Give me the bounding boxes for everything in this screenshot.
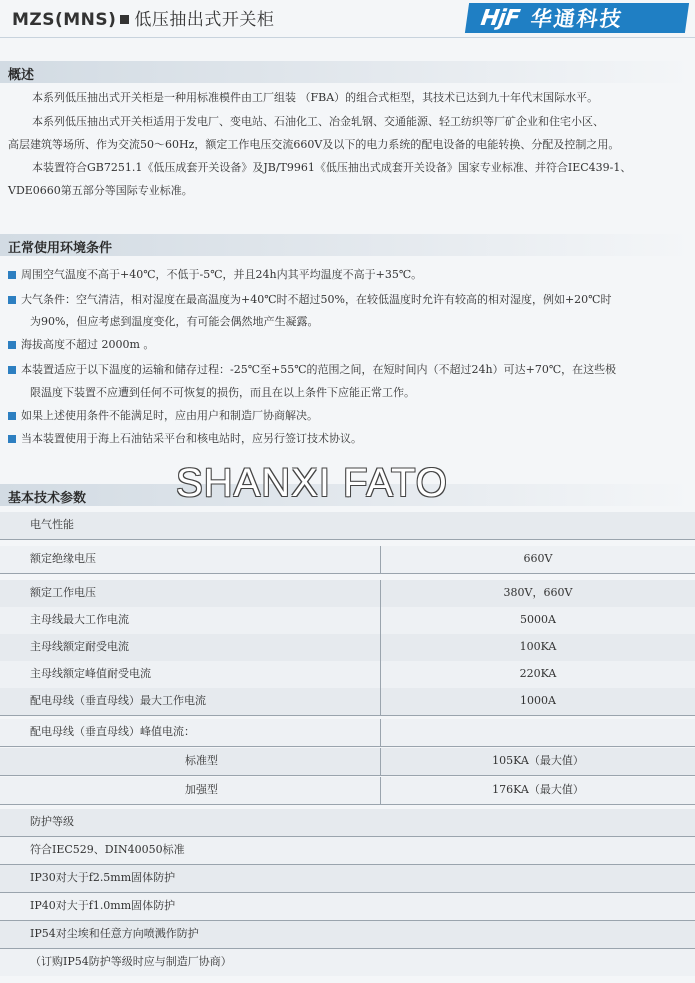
brand-logo <box>465 3 689 33</box>
table-row: 配电母线（垂直母线）峰值电流： <box>0 719 695 747</box>
bullet-icon <box>8 366 16 374</box>
table-row: 主母线额定峰值耐受电流 220KA <box>0 661 695 689</box>
title-model: MZS(MNS) <box>12 10 117 30</box>
bullet-icon <box>8 296 16 304</box>
watermark-text: SHANXI FATO <box>176 461 448 505</box>
table-section-title: 防护等级 <box>0 809 695 837</box>
table-row: 配电母线（垂直母线）最大工作电流 1000A <box>0 688 695 716</box>
title-square-icon <box>120 15 129 24</box>
specs-table <box>0 512 695 983</box>
environment-item: 当本装置使用于海上石油钻采平台和核电站时，应另行签订技术协议。 <box>8 428 362 450</box>
environment-item-continued: 为90%，但应考虑到温度变化，有可能会偶然地产生凝露。 <box>30 315 319 328</box>
overview-heading: 概述 <box>8 68 35 83</box>
environment-heading-bar <box>0 234 695 256</box>
environment-item: 大气条件：空气清洁，相对湿度在最高温度为+40℃时不超过50%，在较低温度时允许有较高的相对湿度，例如+20℃时 <box>8 289 611 311</box>
table-row: 加强型 176KA（最大值） <box>0 777 695 805</box>
specs-heading: 基本技术参数 <box>8 491 87 506</box>
overview-paragraph: 本系列低压抽出式开关柜适用于发电厂、变电站、石油化工、冶金轧钢、交通能源、轻工纺织等厂矿企业和住宅小区、 <box>32 115 604 128</box>
table-row: （订购IP54防护等级时应与制造厂协商） <box>0 949 695 976</box>
table-row: 额定工作电压 380V，660V <box>0 580 695 608</box>
overview-paragraph: 高层建筑等场所、作为交流50～60Hz，额定工作电压交流660V及以下的电力系统的配电设备的电能转换、分配及控制之用。 <box>8 138 620 151</box>
table-row: 标准型 105KA（最大值） <box>0 748 695 776</box>
header-divider <box>0 37 695 38</box>
environment-item-continued: 限温度下装置不应遭到任何不可恢复的损伤，而且在以上条件下应能正常工作。 <box>30 386 415 399</box>
environment-item: 本装置适应于以下温度的运输和储存过程：-25℃至+55℃的范围之间，在短时间内（不超过24h）可达+70℃，在这些极 <box>8 359 616 381</box>
table-section-title: 电气性能 <box>0 512 695 540</box>
environment-item: 海拔高度不超过 2000m 。 <box>8 334 154 356</box>
overview-heading-bar <box>0 61 695 83</box>
overview-paragraph: VDE0660第五部分等国际专业标准。 <box>8 184 193 197</box>
bullet-icon <box>8 271 16 279</box>
bullet-icon <box>8 435 16 443</box>
table-row: 符合IEC529、DIN40050标准 <box>0 837 695 865</box>
environment-item: 周围空气温度不高于+40℃，不低于-5℃，并且24h内其平均温度不高于+35℃。 <box>8 264 422 286</box>
overview-paragraph: 本系列低压抽出式开关柜是一种用标准模件由工厂组装 （FBA）的组合式柜型，其技术已达到九十年代末国际水平。 <box>32 91 599 104</box>
table-row: IP30对大于f2.5mm固体防护 <box>0 865 695 893</box>
table-row: 主母线额定耐受电流 100KA <box>0 634 695 662</box>
overview-paragraph: 本装置符合GB7251.1《低压成套开关设备》及JB/T9961《低压抽出式成套开关设备》国家专业标准、并符合IEC439-1、 <box>32 161 632 174</box>
table-row: 额定绝缘电压 660V <box>0 546 695 574</box>
brand-name: 华通科技 <box>529 7 625 31</box>
table-row: 主母线最大工作电流 5000A <box>0 607 695 635</box>
table-row: IP54对尘埃和任意方向喷溅作防护 <box>0 921 695 949</box>
brand-mark: HjF <box>479 5 521 31</box>
environment-item: 如果上述使用条件不能满足时，应由用户和制造厂协商解决。 <box>8 405 318 427</box>
environment-heading: 正常使用环境条件 <box>8 241 113 256</box>
page-header <box>0 0 695 37</box>
bullet-icon <box>8 341 16 349</box>
table-row: IP40对大于f1.0mm固体防护 <box>0 893 695 921</box>
bullet-icon <box>8 412 16 420</box>
page-title <box>12 5 274 30</box>
title-name: 低压抽出式开关柜 <box>134 10 275 30</box>
